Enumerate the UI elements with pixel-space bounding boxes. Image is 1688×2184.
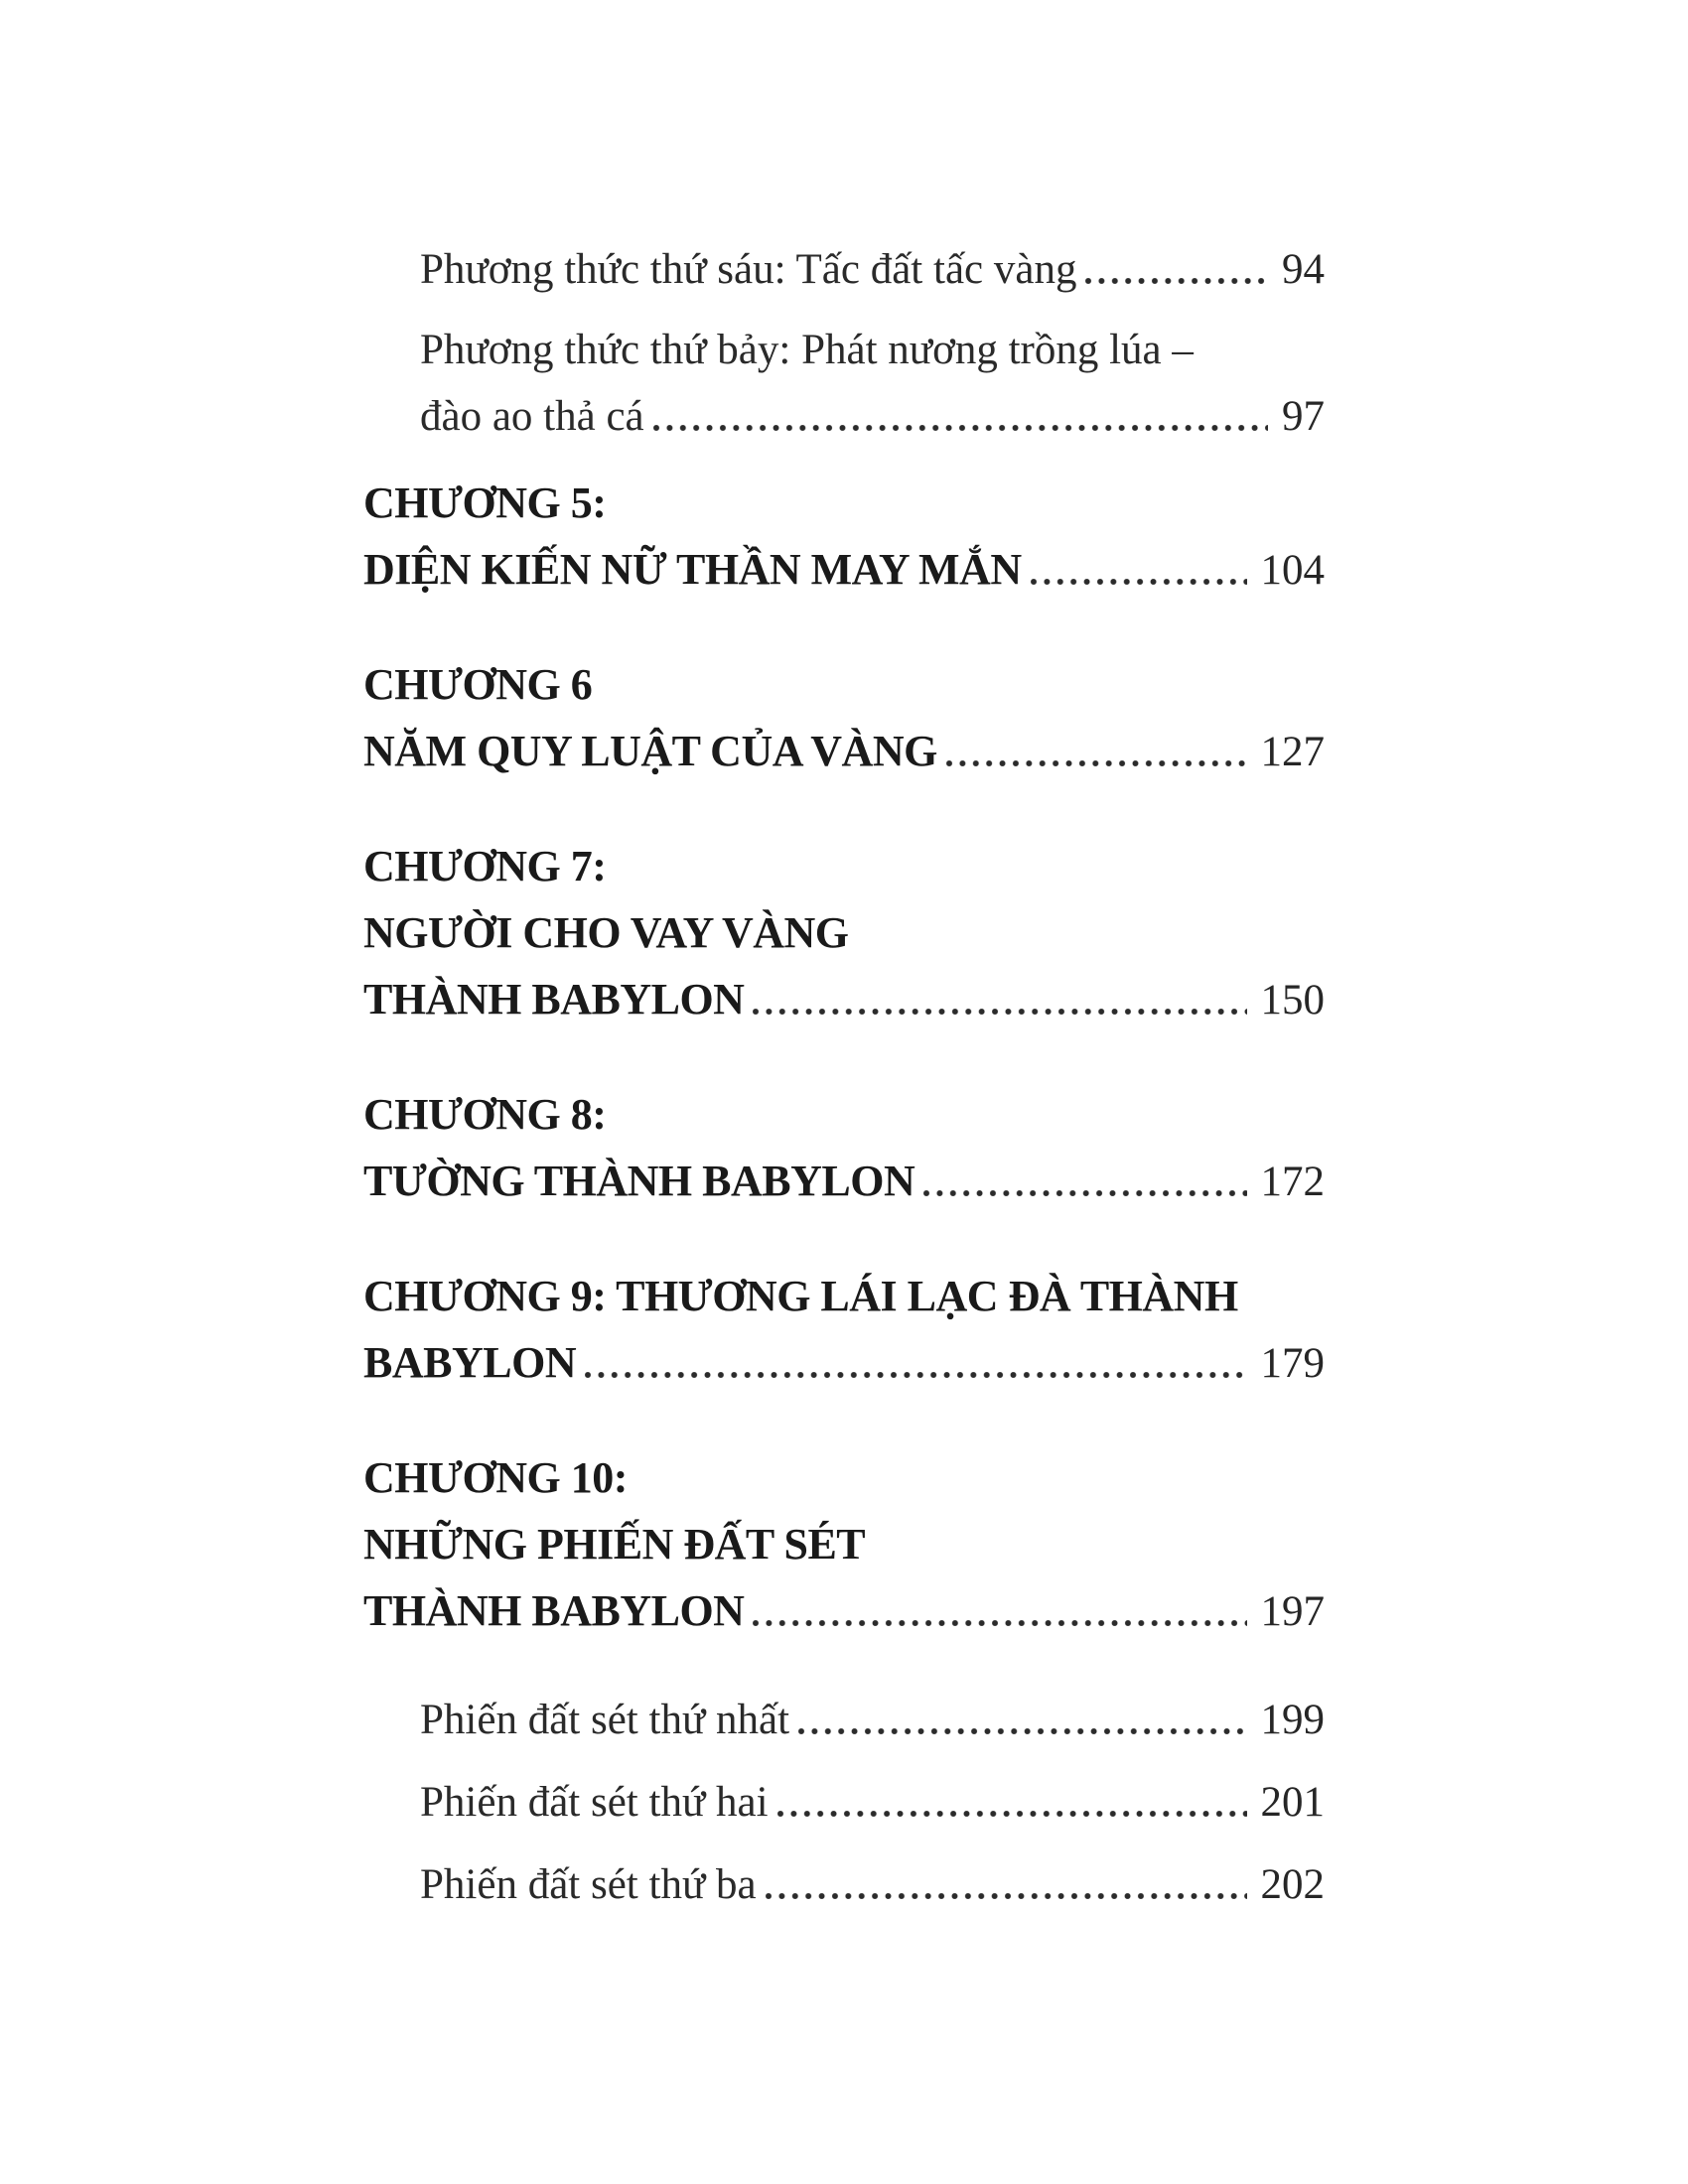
dot-leader — [753, 1009, 1246, 1015]
page-number: 172 — [1260, 1159, 1325, 1205]
page-number: 199 — [1260, 1697, 1325, 1743]
dot-leader — [923, 1190, 1246, 1196]
page-number: 179 — [1260, 1340, 1325, 1387]
page-number: 127 — [1260, 729, 1325, 775]
dot-leader — [1085, 278, 1268, 284]
toc-entry-title: Phiến đất sét thứ nhất — [420, 1697, 790, 1743]
chapter-number-line: CHƯƠNG 6 — [363, 660, 593, 709]
page-number: 201 — [1260, 1779, 1325, 1826]
chapter-title: NHỮNG PHIẾN ĐẤT SÉT — [363, 1520, 866, 1569]
chapter-number-line: CHƯƠNG 8: — [363, 1090, 607, 1139]
dot-leader — [946, 760, 1247, 766]
chapter-title: DIỆN KIẾN NỮ THẦN MAY MẮN — [363, 545, 1022, 594]
dot-leader — [653, 425, 1268, 431]
toc-entry — [363, 236, 1325, 303]
toc-entry-chapter — [363, 1263, 1325, 1397]
chapter-title: NGƯỜI CHO VAY VÀNG — [363, 908, 849, 957]
dot-leader — [1031, 579, 1247, 585]
chapter-title: BABYLON — [363, 1338, 577, 1387]
chapter-number-line: CHƯƠNG 9: THƯƠNG LÁI LẠC ĐÀ THÀNH — [363, 1272, 1238, 1320]
toc-entry-chapter — [363, 833, 1325, 1033]
page-number: 202 — [1260, 1861, 1325, 1908]
toc-entry-title: Phiến đất sét thứ hai — [420, 1779, 769, 1826]
chapter-title: THÀNH BABYLON — [363, 975, 745, 1024]
page-number: 97 — [1282, 393, 1325, 440]
toc-entry-title: đào ao thả cá — [420, 393, 644, 440]
toc-entry — [363, 317, 1325, 450]
toc-entry — [363, 1851, 1325, 1918]
toc-entry-chapter — [363, 1081, 1325, 1215]
dot-leader — [777, 1811, 1247, 1817]
chapter-number-line: CHƯƠNG 5: — [363, 478, 607, 527]
chapter-number-line: CHƯƠNG 7: — [363, 842, 607, 890]
chapter-title: NĂM QUY LUẬT CỦA VÀNG — [363, 727, 937, 775]
toc-entry-chapter — [363, 470, 1325, 604]
page-number: 197 — [1260, 1588, 1325, 1635]
toc-entry-title: Phương thức thứ sáu: Tấc đất tấc vàng — [420, 246, 1077, 293]
page-number: 150 — [1260, 977, 1325, 1024]
toc-entry-title: Phiến đất sét thứ ba — [420, 1861, 757, 1908]
toc-entry-chapter — [363, 1444, 1325, 1645]
chapter-title: TƯỜNG THÀNH BABYLON — [363, 1157, 915, 1205]
page-number: 94 — [1282, 246, 1325, 293]
chapter-number-line: CHƯƠNG 10: — [363, 1453, 628, 1502]
dot-leader — [753, 1620, 1246, 1626]
dot-leader — [766, 1893, 1247, 1899]
dot-leader — [585, 1372, 1246, 1378]
page-number: 104 — [1260, 547, 1325, 594]
table-of-contents — [363, 236, 1325, 1918]
toc-entry-chapter — [363, 651, 1325, 785]
toc-entry — [363, 1769, 1325, 1836]
dot-leader — [798, 1728, 1246, 1734]
toc-entry-title: Phương thức thứ bảy: Phát nương trồng lúa – — [420, 327, 1194, 373]
chapter-title: THÀNH BABYLON — [363, 1586, 745, 1635]
toc-entry — [363, 1687, 1325, 1753]
